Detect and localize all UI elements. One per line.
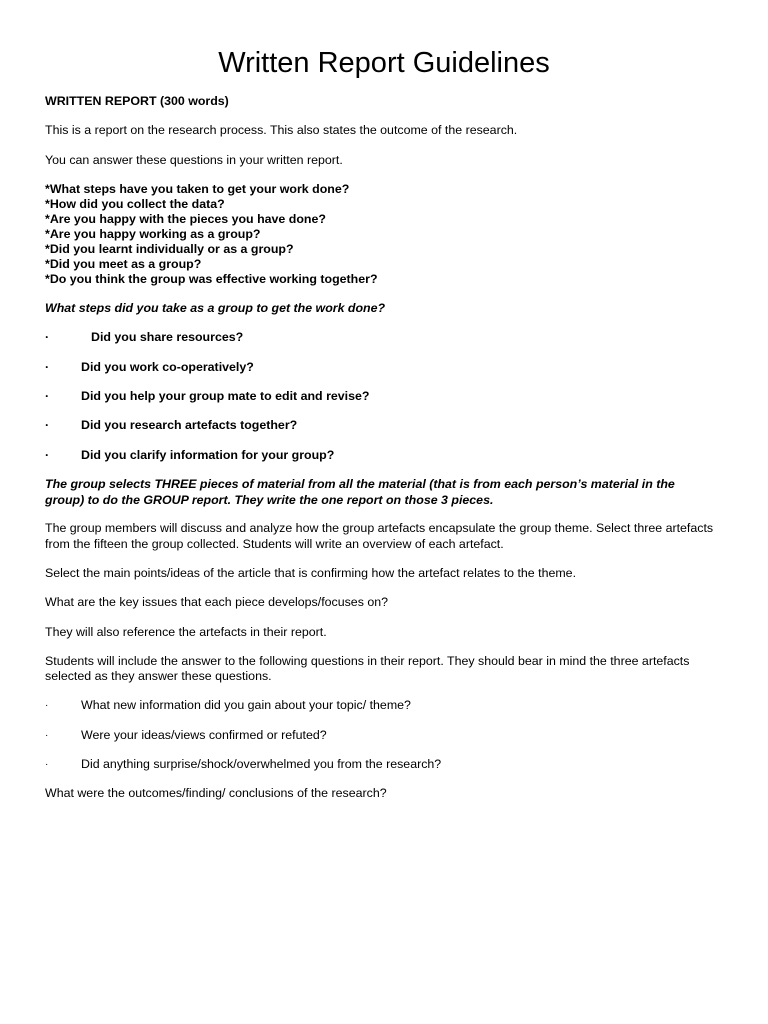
list-item [45, 448, 335, 464]
list-item [45, 418, 298, 434]
question-item: *Do you think the group was effective working together? [45, 272, 378, 286]
bullet-icon: · [45, 700, 49, 711]
outcomes-paragraph: What were the outcomes/finding/ conclusions of the research? [45, 786, 387, 800]
question-item: *Did you meet as a group? [45, 257, 202, 271]
list-item-text: Did you research artefacts together? [81, 418, 298, 432]
group-steps-heading: What steps did you take as a group to get the work done? [45, 301, 386, 315]
list-item-text: Were your ideas/views confirmed or refuted? [81, 728, 327, 742]
list-item [45, 389, 370, 405]
list-item [45, 360, 254, 376]
question-item: *What steps have you taken to get your work done? [45, 182, 350, 196]
list-item-text: Did you clarify information for your group? [81, 448, 335, 462]
reference-paragraph: They will also reference the artefacts in their report. [45, 625, 327, 639]
bullet-icon: · [45, 330, 50, 344]
bullet-icon: · [45, 360, 50, 374]
list-item-text: Did you help your group mate to edit and revise? [81, 389, 370, 403]
document-title: Written Report Guidelines [218, 47, 550, 79]
bullet-icon: · [45, 448, 50, 462]
include-paragraph-line-1: Students will include the answer to the following questions in their report. They should bear in mind the three artefacts [45, 654, 690, 668]
selection-paragraph-line-2: group) to do the GROUP report. They write the one report on those 3 pieces. [45, 493, 494, 507]
bullet-icon: · [45, 759, 49, 770]
bullet-icon: · [45, 389, 50, 403]
list-item-text: Did you work co-operatively? [81, 360, 254, 374]
list-item-text: Did you share resources? [91, 330, 244, 344]
list-item-text: Did anything surprise/shock/overwhelmed you from the research? [81, 757, 442, 771]
discussion-paragraph-line-2: from the fifteen the group collected. Students will write an overview of each artefact. [45, 537, 504, 551]
selection-paragraph-line-1: The group selects THREE pieces of material from all the material (that is from each person’s material in the [45, 477, 675, 491]
intro-paragraph: This is a report on the research process. This also states the outcome of the research. [45, 123, 518, 137]
bullet-icon: · [45, 418, 50, 432]
list-item-text: What new information did you gain about your topic/ theme? [81, 698, 411, 712]
question-item: *Are you happy working as a group? [45, 227, 261, 241]
include-paragraph-line-2: selected as they answer these questions. [45, 669, 272, 683]
key-issues-paragraph: What are the key issues that each piece develops/focuses on? [45, 595, 389, 609]
list-item [45, 330, 244, 346]
discussion-paragraph-line-1: The group members will discuss and analyze how the group artefacts encapsulate the group theme. Select three artefacts [45, 521, 714, 535]
intro-instruction: You can answer these questions in your written report. [45, 153, 343, 167]
question-item: *How did you collect the data? [45, 197, 225, 211]
question-item: *Are you happy with the pieces you have done? [45, 212, 326, 226]
question-item: *Did you learnt individually or as a group? [45, 242, 294, 256]
report-heading: WRITTEN REPORT (300 words) [45, 94, 229, 108]
main-points-paragraph: Select the main points/ideas of the article that is confirming how the artefact relates to the theme. [45, 566, 577, 580]
bullet-icon: · [45, 730, 49, 741]
